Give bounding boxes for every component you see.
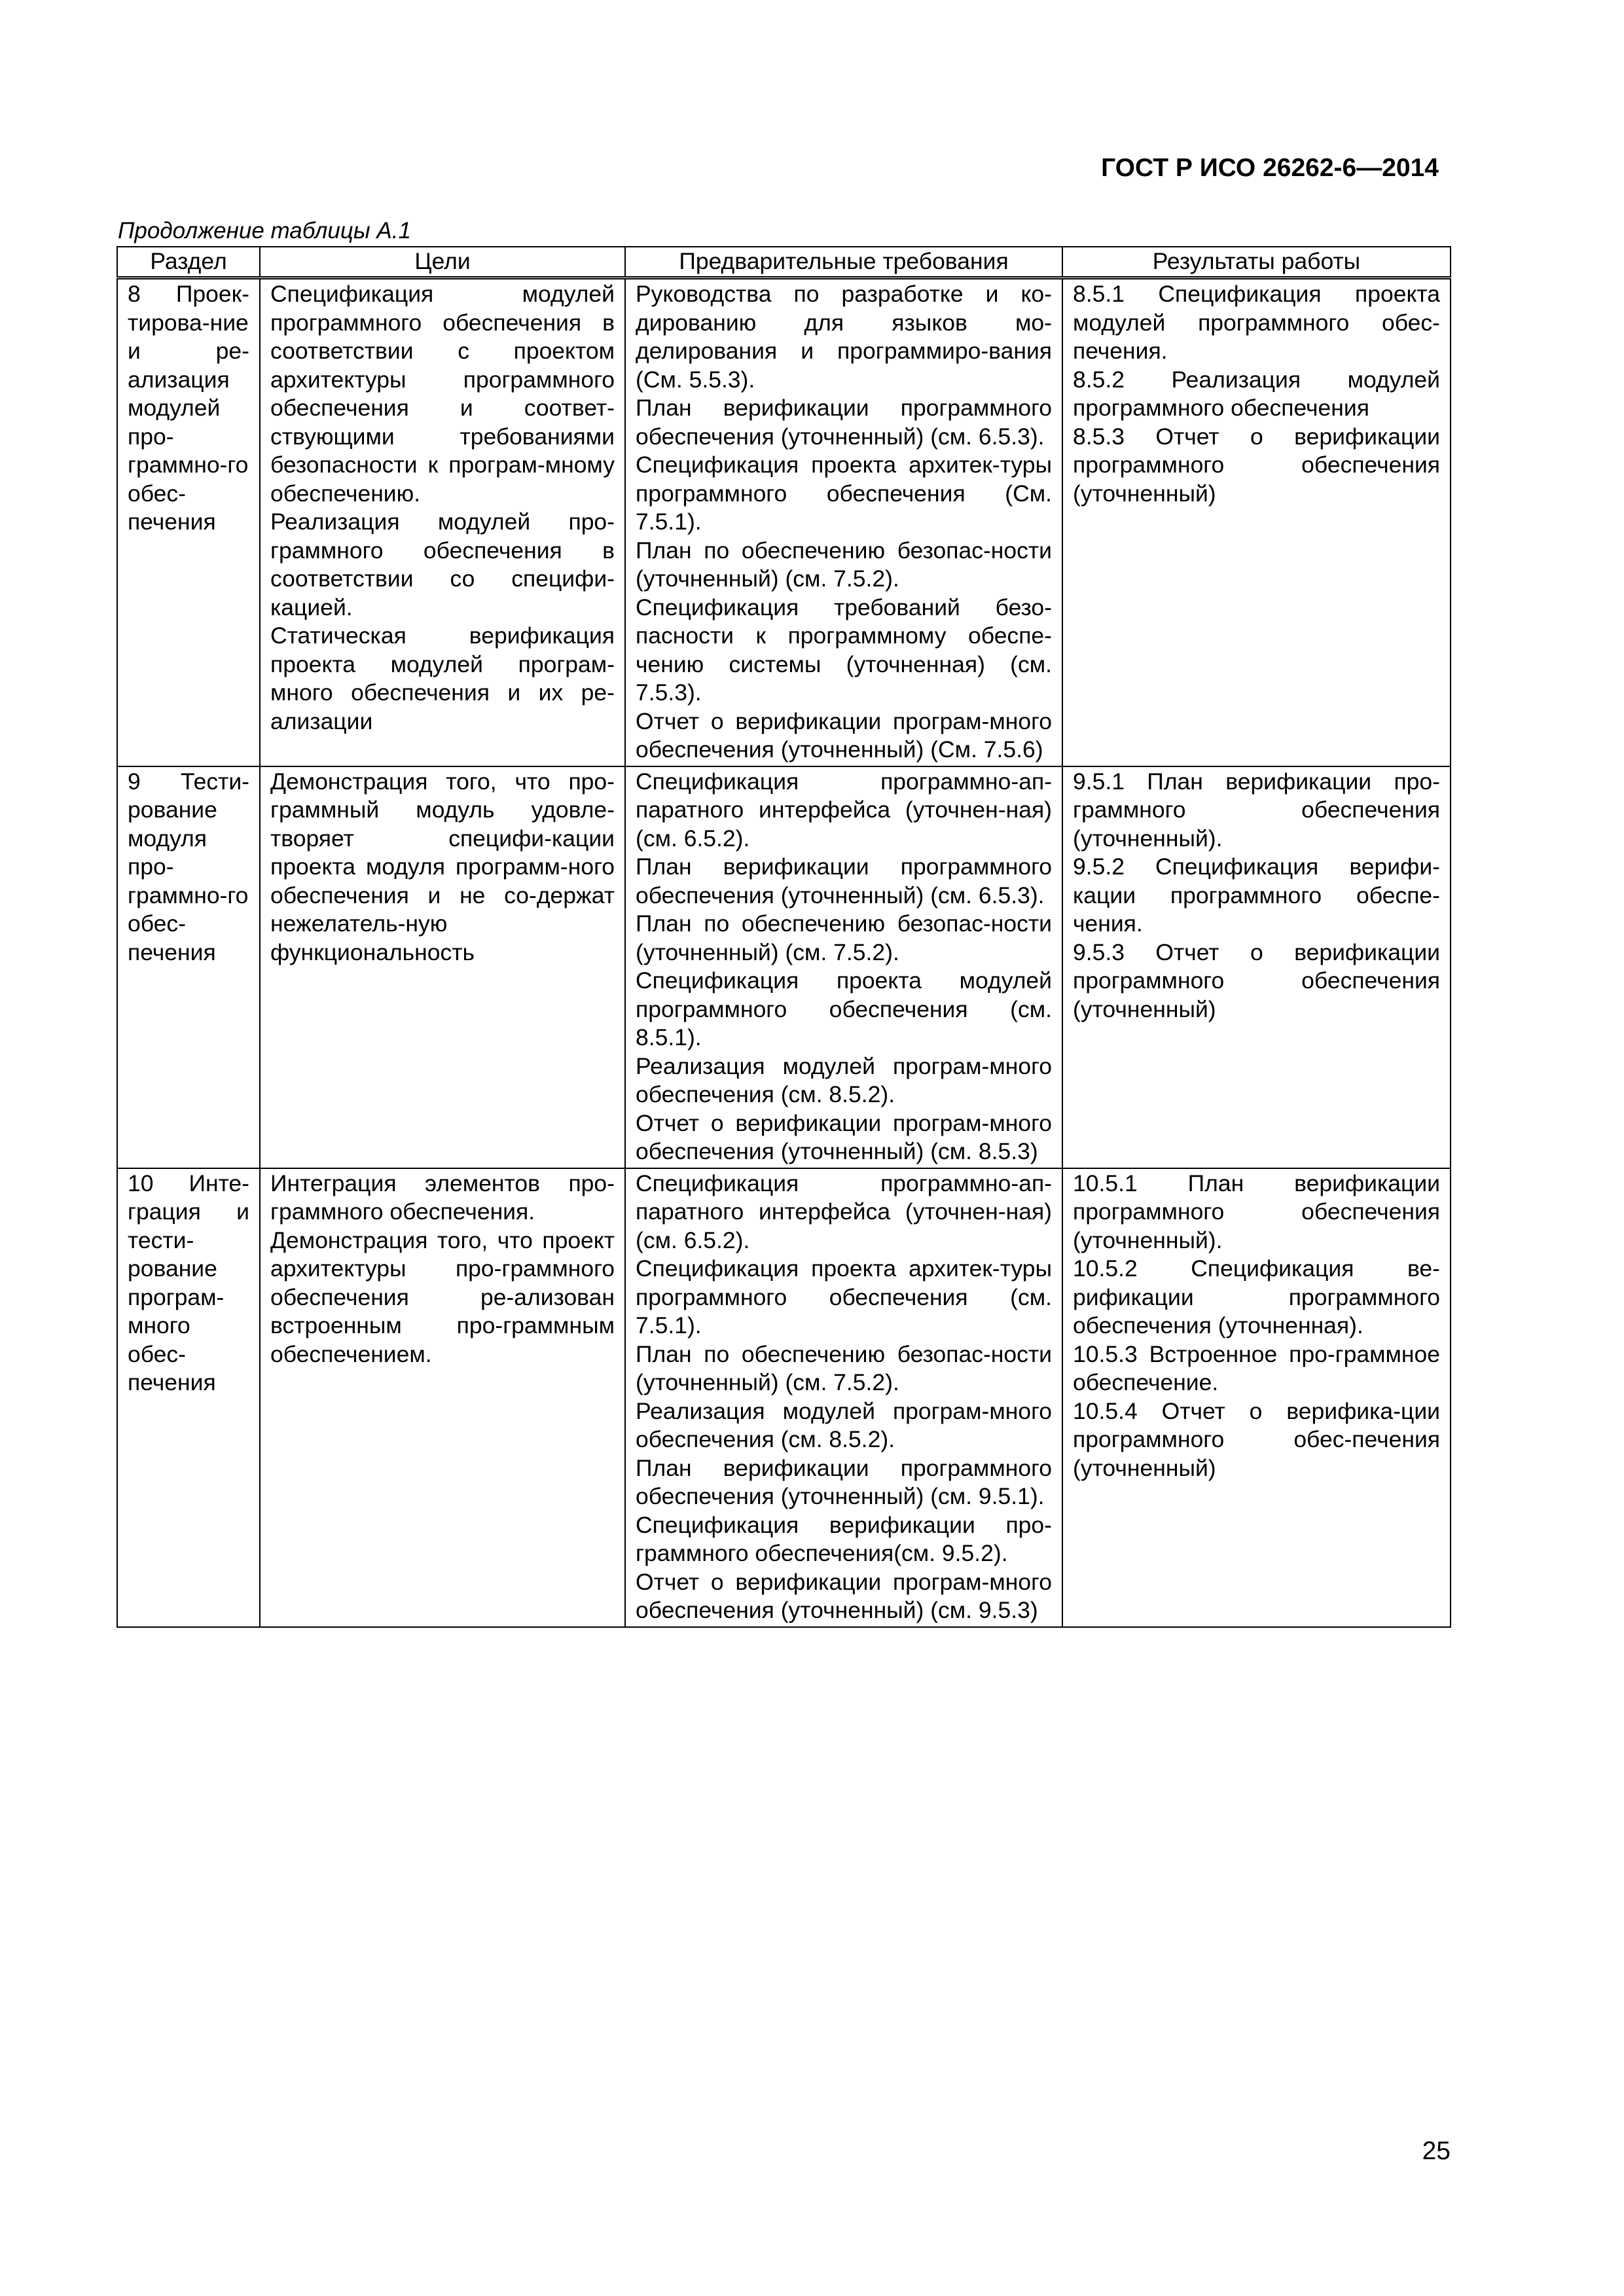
prerequisite-paragraph: Спецификация проекта архитек-туры программного обеспечения (см. 7.5.1).: [636, 1255, 1052, 1338]
result-paragraph: 10.5.2 Спецификация ве-рификации программного обеспечения (уточненная).: [1073, 1255, 1440, 1338]
goal-paragraph: Реализация модулей про-граммного обеспечения в соответствии со специфи-кацией.: [270, 509, 615, 620]
result-paragraph: 8.5.3 Отчет о верификации программного обеспечения (уточненный): [1073, 423, 1440, 507]
prerequisite-paragraph: План по обеспечению безопас-ности (уточненный) (см. 7.5.2).: [636, 1340, 1052, 1395]
prerequisite-paragraph: Отчет о верификации програм-много обеспечения (уточненный) (см. 9.5.3): [636, 1568, 1052, 1623]
prerequisite-paragraph: План по обеспечению безопас-ности (уточненный) (см. 7.5.2).: [636, 537, 1052, 592]
goal-paragraph: Статическая верификация проекта модулей програм-много обеспечения и их ре-ализации: [270, 622, 615, 734]
prerequisites-cell: [625, 766, 1062, 1168]
section-cell: [117, 1168, 260, 1627]
prerequisite-paragraph: Спецификация требований безо-пасности к программному обеспе-чению системы (уточненная) (см. 7.5.3).: [636, 594, 1052, 706]
goal-paragraph: Демонстрация того, что проект архитектуры про-граммного обеспечения ре-ализован встроенным про-граммным обеспечением.: [270, 1227, 615, 1367]
prerequisite-paragraph: Спецификация верификации про-граммного обеспечения(см. 9.5.2).: [636, 1511, 1052, 1566]
section-text: 9 Тести-рование модуля про-граммно-го обес-печения: [128, 768, 249, 965]
prerequisites-cell: [625, 278, 1062, 766]
column-header-goals: Цели: [260, 247, 625, 278]
result-paragraph: 9.5.3 Отчет о верификации программного обеспечения (уточненный): [1073, 939, 1440, 1022]
section-text: 8 Проек-тирова-ние и ре-ализация модулей про-граммно-го обес-печения: [128, 281, 249, 535]
result-paragraph: 10.5.1 План верификации программного обеспечения (уточненный).: [1073, 1170, 1440, 1253]
table-row: [117, 278, 1451, 766]
goal-paragraph: Спецификация модулей программного обеспечения в соответствии с проектом архитектуры программного обеспечения и соответ-ствующими требованиями безопасности к програм-мному обеспечению.: [270, 281, 615, 507]
table-row: [117, 766, 1451, 1168]
prerequisite-paragraph: План верификации программного обеспечения (уточненный) (см. 6.5.3).: [636, 395, 1052, 450]
prerequisite-paragraph: Руководства по разработке и ко-дированию для языков мо-делирования и программиро-вания (См. 5.5.3).: [636, 281, 1052, 393]
section-text: 10 Инте-грация и тести-рование програм-много обес-печения: [128, 1170, 249, 1395]
result-paragraph: 9.5.1 План верификации про-граммного обеспечения (уточненный).: [1073, 768, 1440, 852]
prerequisite-paragraph: План верификации программного обеспечения (уточненный) (см. 9.5.1).: [636, 1454, 1052, 1509]
results-cell: [1062, 766, 1451, 1168]
section-cell: [117, 278, 260, 766]
table-row: [117, 1168, 1451, 1627]
column-header-results: Результаты работы: [1062, 247, 1451, 278]
prerequisite-paragraph: План по обеспечению безопас-ности (уточненный) (см. 7.5.2).: [636, 910, 1052, 965]
document-header: ГОСТ Р ИСО 26262-6—2014: [1101, 154, 1439, 182]
goal-paragraph: Интеграция элементов про-граммного обеспечения.: [270, 1170, 615, 1225]
table-caption: Продолжение таблицы А.1: [118, 218, 411, 243]
table-header-row: [117, 247, 1451, 278]
column-header-prerequisites: Предварительные требования: [625, 247, 1062, 278]
result-paragraph: 9.5.2 Спецификация верифи-кации программного обеспе-чения.: [1073, 853, 1440, 937]
result-paragraph: 10.5.3 Встроенное про-граммное обеспечение.: [1073, 1340, 1440, 1395]
result-paragraph: 8.5.1 Спецификация проекта модулей программного обес-печения.: [1073, 281, 1440, 364]
prerequisite-paragraph: Спецификация проекта модулей программного обеспечения (см. 8.5.1).: [636, 967, 1052, 1050]
result-paragraph: 8.5.2 Реализация модулей программного обеспечения: [1073, 366, 1440, 421]
goals-cell: [260, 766, 625, 1168]
prerequisite-paragraph: Отчет о верификации програм-много обеспечения (уточненный) (См. 7.5.6): [636, 708, 1052, 762]
result-paragraph: 10.5.4 Отчет о верифика-ции программного обес-печения (уточненный): [1073, 1397, 1440, 1481]
prerequisite-paragraph: Спецификация программно-ап-паратного интерфейса (уточнен-ная) (см. 6.5.2).: [636, 1170, 1052, 1253]
column-header-section: Раздел: [117, 247, 260, 278]
prerequisite-paragraph: План верификации программного обеспечения (уточненный) (см. 6.5.3).: [636, 853, 1052, 908]
section-cell: [117, 766, 260, 1168]
goal-paragraph: Демонстрация того, что про-граммный модуль удовле-творяет специфи-кации проекта модуля программ-ного обеспечения и не со-держат нежелатель-ную функциональность: [270, 768, 615, 965]
results-cell: [1062, 278, 1451, 766]
prerequisite-paragraph: Спецификация проекта архитек-туры программного обеспечения (См. 7.5.1).: [636, 452, 1052, 535]
goals-cell: [260, 1168, 625, 1627]
prerequisites-cell: [625, 1168, 1062, 1627]
results-cell: [1062, 1168, 1451, 1627]
prerequisite-paragraph: Спецификация программно-ап-паратного интерфейса (уточнен-ная) (см. 6.5.2).: [636, 768, 1052, 852]
requirements-table: [117, 246, 1451, 1628]
prerequisite-paragraph: Реализация модулей програм-много обеспечения (см. 8.5.2).: [636, 1397, 1052, 1452]
page-number: 25: [1422, 2137, 1451, 2165]
prerequisite-paragraph: Реализация модулей програм-много обеспечения (см. 8.5.2).: [636, 1052, 1052, 1107]
goals-cell: [260, 278, 625, 766]
prerequisite-paragraph: Отчет о верификации програм-много обеспечения (уточненный) (см. 8.5.3): [636, 1109, 1052, 1164]
